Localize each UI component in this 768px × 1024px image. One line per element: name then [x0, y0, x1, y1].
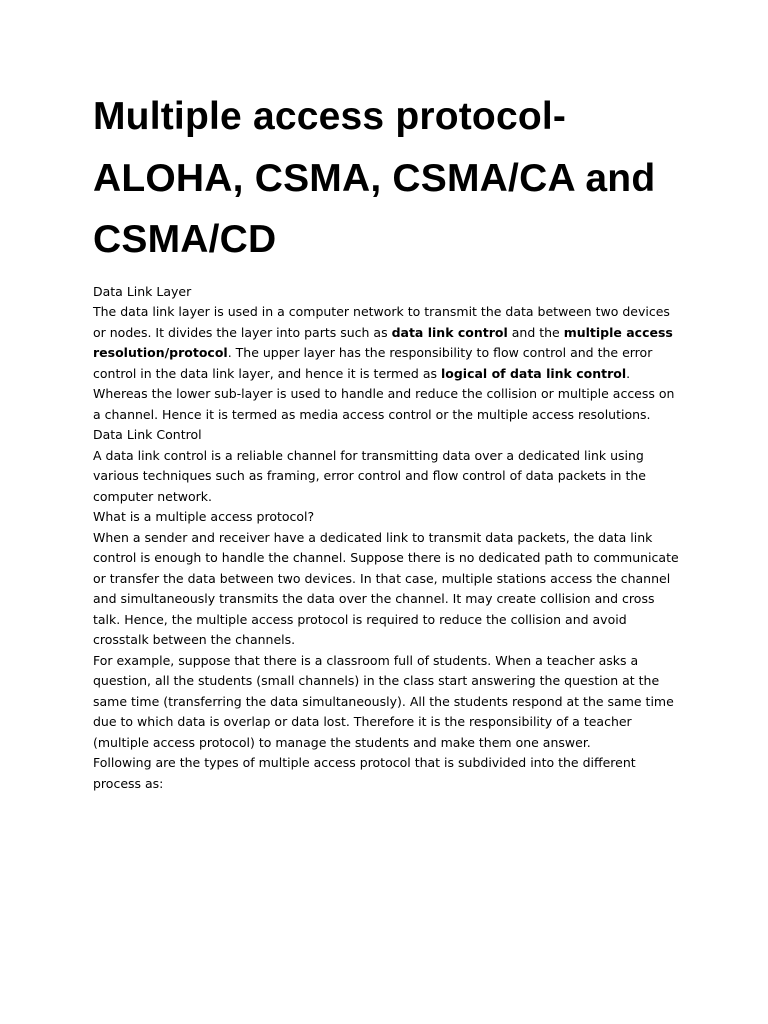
- heading-data-link-layer: Data Link Layer: [93, 283, 192, 299]
- bold-term-logical-data-link-control: logical of data link control: [440, 365, 627, 381]
- text-run: . Whereas the lower sub-layer is used to handle and reduce the collision or multiple access on a channel. Hence it is termed as media access control or the multiple access resolutions.: [93, 365, 675, 422]
- document-body: [93, 282, 683, 795]
- bold-term-data-link-control: data link control: [391, 324, 508, 340]
- text-run: and the: [507, 324, 564, 340]
- paragraph-data-link-control: A data link control is a reliable channel for transmitting data over a dedicated link using various techniques such as framing, error control and flow control of data packets in the computer network.: [93, 447, 646, 504]
- paragraph-types-intro: Following are the types of multiple access protocol that is subdivided into the different process as:: [93, 755, 636, 791]
- heading-data-link-control: Data Link Control: [93, 427, 202, 442]
- heading-what-is-multiple-access: What is a multiple access protocol?: [93, 509, 315, 524]
- text-run: . The upper layer has the responsibility to flow control and the error control in the data link layer, and hence it is termed as: [93, 345, 653, 381]
- paragraph-dedicated-link: When a sender and receiver have a dedicated link to transmit data packets, the data link control is enough to handle the channel. Suppose there is no dedicated path to communicate or transfer the data between two devices. In that case, multiple stations access the channel and simultaneously transmits the data over the channel. It may create collision and cross talk. Hence, the multiple access protocol is required to reduce the collision and avoid crosstalk between the channels.: [93, 529, 679, 647]
- text-run: The data link layer is used in a computer network to transmit the data between two devices or nodes. It divides the layer into parts such as: [93, 304, 670, 340]
- paragraph-classroom-example: For example, suppose that there is a classroom full of students. When a teacher asks a question, all the students (small channels) in the class start answering the question at the same time (transferring the data simultaneously). All the students respond at the same time due to which data is overlap or data lost. Therefore it is the responsibility of a teacher (multiple access protocol) to manage the students and make them one answer.: [93, 652, 674, 750]
- document-title: Multiple access protocol- ALOHA, CSMA, CSMA/CA and CSMA/CD: [93, 95, 656, 261]
- bold-term-multiple-access-resolution: multiple access resolution/protocol: [93, 324, 673, 360]
- document-content: [93, 86, 683, 794]
- paragraph-data-link-layer: [93, 302, 683, 425]
